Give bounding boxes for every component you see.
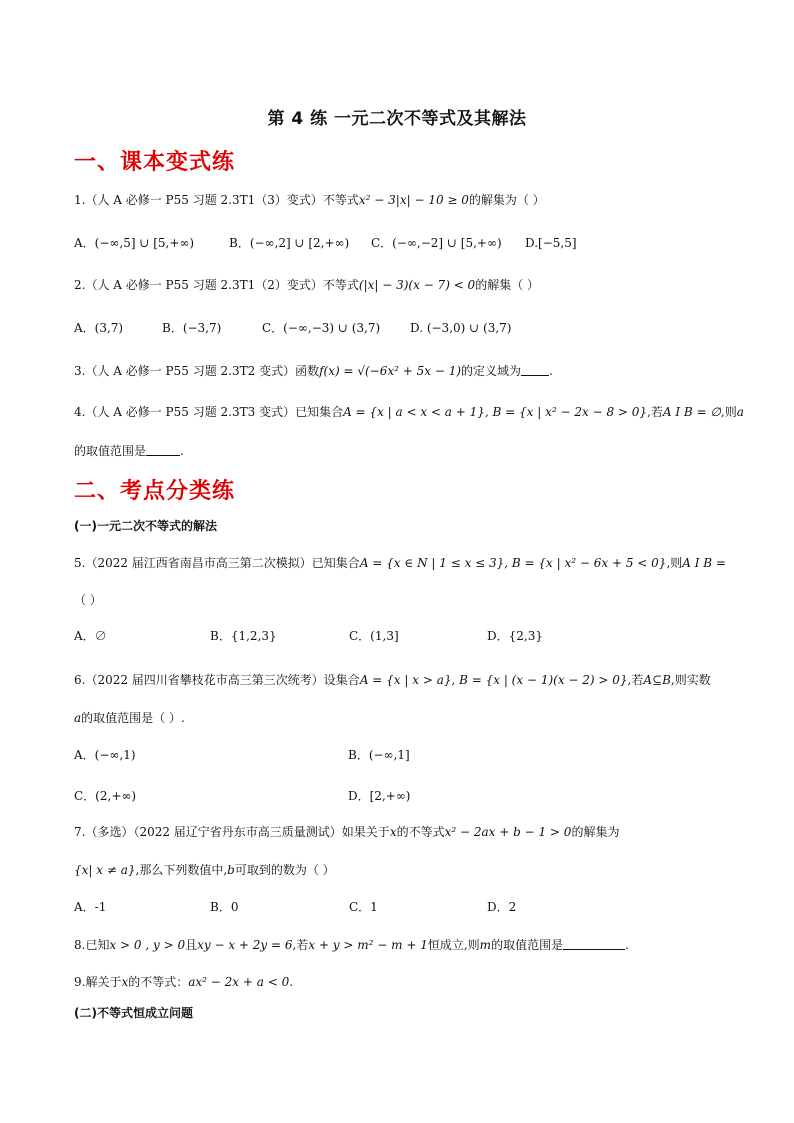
question-5-paren: （ ） bbox=[74, 593, 102, 607]
subsection-heading-1: (一)一元二次不等式的解法 bbox=[74, 519, 217, 533]
option-a: A．-1 bbox=[74, 900, 107, 914]
option-c: C．(2,+∞) bbox=[74, 789, 137, 803]
option-a: A．∅ bbox=[74, 629, 107, 643]
option-d: D．{2,3} bbox=[487, 629, 543, 643]
question-6-options-ab bbox=[74, 746, 410, 763]
question-6-options-cd bbox=[74, 787, 411, 804]
question-9-stem: 9.解关于x的不等式：ax² − 2x + a < 0. bbox=[74, 975, 294, 989]
option-a: A．(−∞,1) bbox=[74, 748, 136, 762]
option-b: B．0 bbox=[210, 900, 239, 914]
question-5-options bbox=[74, 627, 543, 644]
option-d: D.[−5,5] bbox=[525, 236, 577, 250]
option-c: C．(1,3] bbox=[349, 629, 399, 643]
question-4-stem: 4.（人 A 必修一 P55 习题 2.3T3 变式）已知集合A = {x | a < x < a + 1}, B = {x | x² − 2x − 8 > 0},若A I B = ∅,则a bbox=[74, 405, 744, 419]
question-2-options bbox=[74, 319, 511, 336]
option-c: C．1 bbox=[349, 900, 378, 914]
option-b: B．(−∞,2] ∪ [2,+∞) bbox=[229, 236, 350, 250]
option-b: B．{1,2,3} bbox=[210, 629, 277, 643]
question-6-stem-cont: a的取值范围是（ ）. bbox=[74, 711, 185, 725]
question-7-stem-cont: {x| x ≠ a},那么下列数值中,b可取到的数为（ ） bbox=[74, 863, 335, 877]
answer-blank bbox=[146, 455, 180, 456]
question-7-options bbox=[74, 898, 516, 915]
page-title: 第 4 练 一元二次不等式及其解法 bbox=[267, 109, 527, 129]
option-d: D．2 bbox=[487, 900, 517, 914]
subsection-heading-2: (二)不等式恒成立问题 bbox=[74, 1006, 193, 1020]
option-a: A．(−∞,5] ∪ [5,+∞) bbox=[74, 236, 195, 250]
question-7-stem: 7.（多选）（2022 届辽宁省丹东市高三质量测试）如果关于x的不等式x² − 2ax + b − 1 > 0的解集为 bbox=[74, 825, 620, 839]
question-1-stem: 1.（人 A 必修一 P55 习题 2.3T1（3）变式）不等式x² − 3|x| − 10 ≥ 0的解集为（ ） bbox=[74, 193, 545, 207]
option-d: D．[2,+∞) bbox=[348, 789, 411, 803]
section-heading-1: 一、课本变式练 bbox=[74, 150, 236, 175]
option-d: D. (−3,0) ∪ (3,7) bbox=[410, 321, 512, 335]
question-3-stem: 3.（人 A 必修一 P55 习题 2.3T2 变式）函数f(x) = √(−6x² + 5x − 1)的定义域为 . bbox=[74, 364, 553, 378]
section-heading-2: 二、考点分类练 bbox=[74, 479, 236, 504]
answer-blank bbox=[521, 375, 549, 376]
option-b: B．(−∞,1] bbox=[348, 748, 410, 762]
question-4-stem-cont: 的取值范围是 . bbox=[74, 444, 184, 458]
option-c: C．(−∞,−2] ∪ [5,+∞) bbox=[371, 236, 502, 250]
option-c: C．(−∞,−3) ∪ (3,7) bbox=[262, 321, 381, 335]
question-2-stem: 2.（人 A 必修一 P55 习题 2.3T1（2）变式）不等式(|x| − 3)(x − 7) < 0的解集（ ） bbox=[74, 278, 540, 292]
question-5-stem: 5.（2022 届江西省南昌市高三第二次模拟）已知集合A = {x ∈ N | 1 ≤ x ≤ 3}, B = {x | x² − 6x + 5 < 0},则A I B = bbox=[74, 556, 726, 570]
answer-blank bbox=[563, 949, 625, 950]
question-8-stem: 8.已知x > 0 , y > 0且xy − x + 2y = 6,若x + y > m² − m + 1恒成立,则m的取值范围是 . bbox=[74, 938, 629, 952]
question-6-stem: 6.（2022 届四川省攀枝花市高三第三次统考）设集合A = {x | x > a}, B = {x | (x − 1)(x − 2) > 0},若A⊆B,则实数 bbox=[74, 673, 711, 687]
question-1-options bbox=[74, 234, 577, 251]
option-a: A．(3,7) bbox=[74, 321, 124, 335]
option-b: B．(−3,7) bbox=[162, 321, 222, 335]
